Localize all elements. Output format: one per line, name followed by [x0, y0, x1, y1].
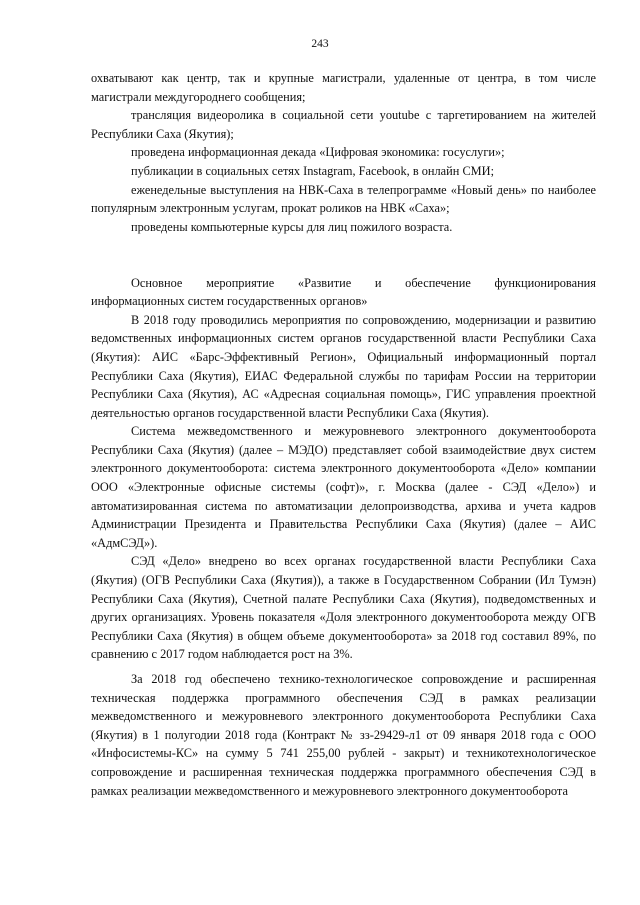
- spacer: [91, 255, 596, 274]
- heading-word: и: [374, 275, 382, 290]
- page-content: [91, 69, 596, 800]
- list-item: еженедельные выступления на НВК-Саха в телепрограмме «Новый день» по наиболее популярным электронным услугам, прокат роликов на НВК «Саха»;: [91, 182, 596, 216]
- heading-continuation: информационных систем государственных органов»: [91, 294, 368, 309]
- body-paragraph: СЭД «Дело» внедрено во всех органах государственной власти Республики Саха (Якутия) (ОГВ Республики Саха (Якутия)), а также в Государственном Собрании (Ил Тумэн) Республики Саха (Якутия), Счетной палате Республики Саха (Якутия), подведомственных и других организациях. Уровень показателя «Доля электронного документооборота между ОГВ Республики Саха (Якутия) в общем объеме документооборота» за 2018 год составил 89%, по сравнению с 2017 годом наблюдается рост на 3%.: [91, 554, 596, 662]
- heading-word: мероприятие: [206, 275, 275, 290]
- heading-word: Основное: [131, 275, 183, 290]
- section-heading: [91, 274, 596, 311]
- list-item: проведена информационная декада «Цифровая экономика: госуслуги»;: [131, 145, 505, 160]
- page-number: 243: [311, 38, 329, 50]
- list-item: публикации в социальных сетях Instagram, Facebook, в онлайн СМИ;: [131, 163, 495, 178]
- spacer: [91, 236, 596, 255]
- heading-word: обеспечение: [405, 275, 471, 290]
- heading-word: «Развитие: [297, 275, 352, 290]
- list-item: трансляция видеоролика в социальной сети youtube с таргетированием на жителей Республики Саха (Якутия);: [91, 108, 596, 141]
- list-continuation: охватывают как центр, так и крупные магистрали, удаленные от центра, в том числе магистрали междугороднего сообщения;: [91, 71, 596, 104]
- body-paragraph: В 2018 году проводились мероприятия по сопровождению, модернизации и развитию ведомственных информационных систем органов государственной власти Республики Саха (Якутия): АИС «Барс-Эффективный Регион», Официальный информационный портал Республики Саха (Якутия), ЕИАС Федеральной службы по тарифам России на территории Республики Саха (Якутия), АС «Адресная социальная помощь», ГИС управления проектной деятельностью органов государственной власти Республики Саха (Якутия).: [91, 312, 596, 420]
- body-paragraph: Система межведомственного и межуровневого электронного документооборота Республики Саха (Якутия) (далее – МЭДО) представляет собой взаимодействие двух систем электронного документооборота: система электронного документооборота «Дело» компании ООО «Электронные офисные системы (софт)», г. Москва (далее - СЭД «Дело») и автоматизированная система по автоматизации делопроизводства, архива и учета кадров Администрации Президента и Правительства Республики Саха (Якутия) (далее – АИС «АдмСЭД»).: [91, 424, 596, 550]
- body-paragraph: За 2018 год обеспечено технико-технологическое сопровождение и расширенная техническая поддержка программного обеспечения СЭД в рамках реализации межведомственного и межуровневого электронного документооборота Республики Саха (Якутия) в 1 полугодии 2018 года (Контракт № зз-29429-л1 от 09 января 2018 года с ООО «Инфосистемы-КС» на сумму 5 741 255,00 рублей - закрыт) и техникотехнологическое сопровождение и расширенная техническая поддержка программного обеспечения СЭД в рамках реализации межведомственного и межуровневого электронного документооборота: [91, 672, 596, 798]
- heading-word: функционирования: [494, 275, 596, 290]
- list-item: проведены компьютерные курсы для лиц пожилого возраста.: [131, 219, 453, 234]
